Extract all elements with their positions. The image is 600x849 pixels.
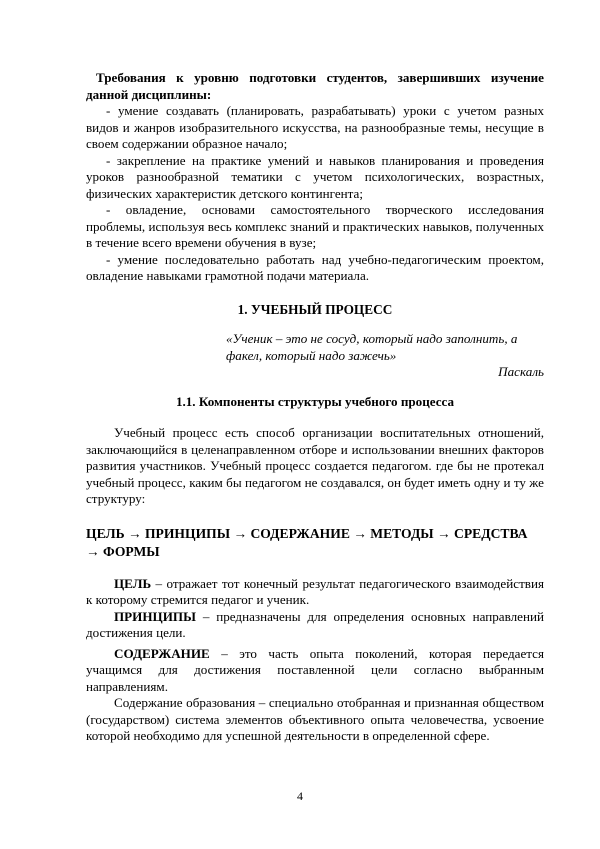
definition-term: СОДЕРЖАНИЕ (114, 645, 210, 661)
requirements-title: Требования к уровню подготовки студентов, завершивших изучение данной дисциплины: (86, 70, 544, 102)
epigraph-author: Паскаль (498, 364, 544, 379)
subsection-heading: 1.1. Компоненты структуры учебного процесса (175, 393, 455, 409)
definition-term: ЦЕЛЬ (114, 575, 152, 591)
page-number: 4 (297, 789, 303, 803)
definition-text: – предназначены для определения основных направлений достижения цели. (86, 608, 544, 640)
structure-flow: ЦЕЛЬ → ПРИНЦИПЫ → СОДЕРЖАНИЕ → МЕТОДЫ → СРЕДСТВА → ФОРМЫ (86, 525, 528, 559)
requirement-item: - умение последовательно работать над учебно-педагогическим проектом, овладение навыками грамотной подачи материала. (86, 251, 544, 283)
definition-text: – отражает тот конечный результат педагогического взаимодействия к которому стремится педагог и ученик. (86, 575, 544, 607)
section-heading: 1. УЧЕБНЫЙ ПРОЦЕСС (237, 301, 393, 317)
requirement-item: - умение создавать (планировать, разрабатывать) уроки с учетом разных видов и жанров изобразительного искусства, на разнообразные темы, несущие в своем содержании образное начало; (86, 103, 544, 151)
requirement-item: - закрепление на практике умений и навыков планирования и проведения уроков разнообразной тематики с учетом психологических, возрастных, физических характеристик детского контингента; (86, 152, 544, 201)
definition-text: – это часть опыта поколений, которая передается учащимся для достижения поставленной цели согласно выбранным направлениям. (86, 645, 544, 694)
closing-paragraph: Содержание образования – специально отобранная и признанная обществом (государством) система элементов объективного опыта человечества, усвоение которой необходимо для успешной деятельности в определенной сфере. (86, 695, 544, 743)
definition-content (86, 646, 544, 696)
definition-goal (86, 576, 544, 609)
intro-paragraph: Учебный процесс есть способ организации воспитательных отношений, заключающийся в целенаправленном отборе и использовании внешних факторов развития участников. Учебный процесс создается педагогом. где бы не протекал учебный процесс, каким бы педагогом не создавался, он будет иметь одну и ту же структуру: (86, 425, 544, 506)
definition-principles (86, 609, 544, 642)
requirement-item: - овладение, основами самостоятельного творческого исследования проблемы, используя весь комплекс знаний и практических навыков, полученных в течение всего времени обучения в вузе; (86, 202, 544, 250)
document-page (86, 70, 544, 745)
definition-term: ПРИНЦИПЫ (114, 608, 196, 624)
epigraph: «Ученик – это не сосуд, который надо заполнить, а факел, который надо зажечь» (226, 331, 518, 363)
